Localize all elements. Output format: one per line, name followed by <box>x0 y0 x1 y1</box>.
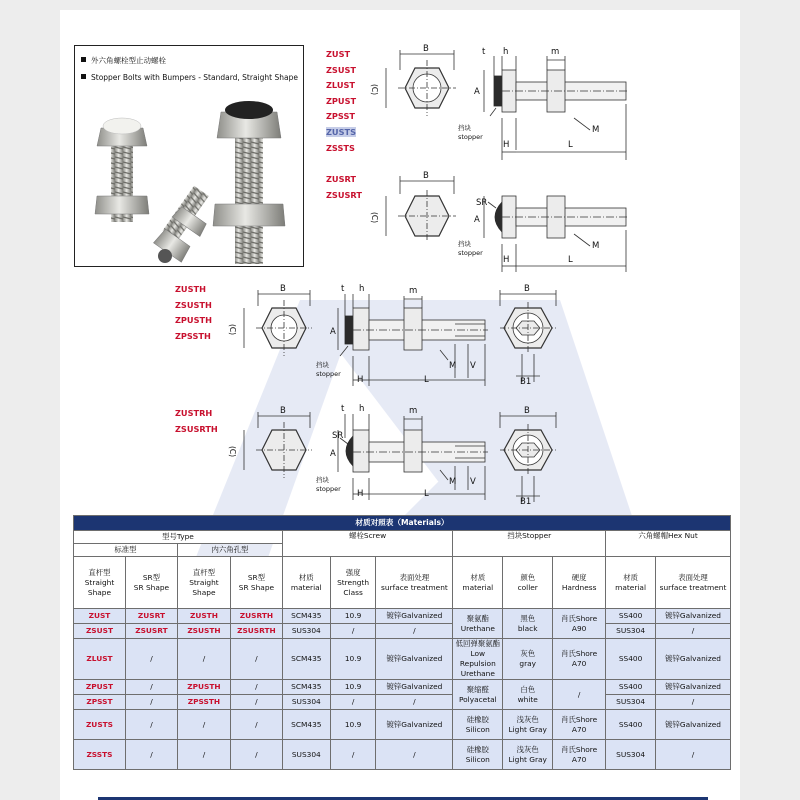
model-code-cell: ZSUSRTH <box>230 624 282 639</box>
model-code-cell: / <box>125 639 177 680</box>
dim-label: H <box>503 140 510 150</box>
model-code-cell: / <box>230 680 282 695</box>
model-code-cell: / <box>230 710 282 740</box>
dim-label: t <box>341 284 345 294</box>
model-code-cell: / <box>125 710 177 740</box>
dim-label: V <box>470 361 476 371</box>
table-cell: / <box>656 695 731 710</box>
column-header: 表面处理 surface treatment <box>656 557 731 609</box>
table-cell: 镀锌Galvanized <box>656 609 731 624</box>
drawing-4-side-view <box>338 414 488 500</box>
table-cell: 镀锌Galvanized <box>376 710 453 740</box>
dim-label: M <box>449 361 457 371</box>
table-cell: SCM435 <box>282 609 330 624</box>
table-title: 材质对照表（Materials） <box>74 516 731 531</box>
code-item: ZUSTH <box>175 284 206 294</box>
column-header: 颜色 coller <box>503 557 553 609</box>
dim-label: A <box>330 449 336 459</box>
model-code-cell: ZLUST <box>74 639 126 680</box>
code-item: ZPSST <box>326 111 355 122</box>
column-header: 直杆型 Straight Shape <box>74 557 126 609</box>
table-row <box>74 639 731 680</box>
table-cell: / <box>330 695 376 710</box>
table-cell: 白色 white <box>503 680 553 710</box>
table-cell: 聚缩醛 Polyacetal <box>453 680 503 710</box>
table-cell: 肖氏Shore A70 <box>553 639 606 680</box>
table-cell: SS400 <box>606 710 656 740</box>
table-cell: SCM435 <box>282 639 330 680</box>
table-cell: 镀锌Galvanized <box>376 609 453 624</box>
column-header: SR型 SR Shape <box>230 557 282 609</box>
table-cell: 肖氏Shore A90 <box>553 609 606 639</box>
table-cell: / <box>376 695 453 710</box>
code-item: ZPSSTH <box>175 330 211 341</box>
table-cell: 浅灰色 Light Gray <box>503 740 553 770</box>
table-cell: 镀锌Galvanized <box>656 639 731 680</box>
table-cell: / <box>330 740 376 770</box>
table-cell: 硅橡胶 Silicon <box>453 710 503 740</box>
dim-label: H <box>357 375 364 385</box>
dim-label: A <box>474 215 480 225</box>
dim-label: B1 <box>520 497 532 507</box>
model-code-cell: / <box>125 680 177 695</box>
materials-table <box>73 515 731 770</box>
drawing-3-end-view <box>244 290 312 356</box>
drawing-2-end-view <box>386 176 456 242</box>
table-cell: / <box>330 624 376 639</box>
table-row <box>74 695 731 710</box>
column-header: 强度 Strength Class <box>330 557 376 609</box>
group-type: 型号Type <box>74 531 283 544</box>
model-code-cell: ZSUSRT <box>125 624 177 639</box>
stopper-label-en: stopper <box>316 485 341 493</box>
column-header: 材质 material <box>606 557 656 609</box>
stopper-label-en: stopper <box>316 370 341 378</box>
model-code-cell: / <box>125 695 177 710</box>
column-header: 硬度 Hardness <box>553 557 606 609</box>
code-item: ZSSTS <box>326 142 355 153</box>
dim-label: m <box>409 286 418 296</box>
code-item: ZUSRT <box>326 174 357 184</box>
table-cell: 肖氏Shore A70 <box>553 740 606 770</box>
code-item-highlighted: ZUSTS <box>326 126 356 137</box>
model-code-cell: ZUST <box>74 609 126 624</box>
table-cell: SUS304 <box>606 624 656 639</box>
code-item: ZSUSRT <box>326 189 362 200</box>
table-row <box>74 740 731 770</box>
column-header: 材质 material <box>453 557 503 609</box>
dim-label: B <box>280 406 286 416</box>
table-cell: / <box>656 624 731 639</box>
table-row <box>74 710 731 740</box>
drawing-1-end-view <box>386 50 456 116</box>
table-row <box>74 624 731 639</box>
model-code-cell: / <box>177 740 230 770</box>
table-cell: 灰色 gray <box>503 639 553 680</box>
dim-label: H <box>503 255 510 265</box>
table-cell: / <box>656 740 731 770</box>
dim-label: h <box>359 284 365 294</box>
table-cell: SS400 <box>606 609 656 624</box>
table-cell: 10.9 <box>330 710 376 740</box>
table-cell: SCM435 <box>282 680 330 695</box>
code-item: ZLUST <box>326 80 355 91</box>
code-item: ZUST <box>326 49 351 59</box>
caption-cn: 外六角螺栓型止动螺栓 <box>91 56 166 65</box>
dim-label: M <box>449 477 457 487</box>
table-cell: / <box>553 680 606 710</box>
dim-label: B <box>524 284 530 294</box>
table-cell: 低回弹聚氨酯 Low Repulsion Urethane <box>453 639 503 680</box>
table-cell: 10.9 <box>330 639 376 680</box>
dim-label: H <box>357 489 364 499</box>
code-item: ZSUSRTH <box>175 423 218 434</box>
model-code-cell: ZUSTS <box>74 710 126 740</box>
materials-table-wrap <box>73 515 731 770</box>
model-code-cell: ZSSTS <box>74 740 126 770</box>
table-cell: 聚氨酯 Urethane <box>453 609 503 639</box>
table-cell: 镀锌Galvanized <box>376 680 453 695</box>
table-cell: SUS304 <box>282 740 330 770</box>
table-row <box>74 680 731 695</box>
model-code-cell: ZUSTH <box>177 609 230 624</box>
stopper-label-cn: 挡块 <box>316 361 329 369</box>
dim-label: M <box>592 241 600 251</box>
drawing-4-socket-view <box>500 412 556 502</box>
model-code-cell: ZPUSTH <box>177 680 230 695</box>
dim-label: SR <box>332 431 344 441</box>
dim-label: L <box>568 140 573 150</box>
model-code-cell: ZPSSTH <box>177 695 230 710</box>
model-code-cell: / <box>177 710 230 740</box>
table-cell: SUS304 <box>282 624 330 639</box>
model-code-cell: / <box>230 639 282 680</box>
model-code-cell: ZPUST <box>74 680 126 695</box>
dim-label: B <box>524 406 530 416</box>
stopper-label-en: stopper <box>458 249 483 257</box>
drawing-3-side-view <box>338 294 488 386</box>
dim-label: L <box>424 489 429 499</box>
dim-label: A <box>474 87 480 97</box>
drawing-4-end-view <box>244 412 312 478</box>
model-code-cell: / <box>230 695 282 710</box>
code-item: ZUSTRH <box>175 408 213 418</box>
technical-drawings <box>60 10 740 510</box>
model-code-cell: ZUSRT <box>125 609 177 624</box>
caption-en: Stopper Bolts with Bumpers - Standard, Straight Shape <box>91 73 298 82</box>
column-header: SR型 SR Shape <box>125 557 177 609</box>
dim-label: (C) <box>228 446 237 458</box>
table-cell: SUS304 <box>606 695 656 710</box>
table-cell: 镀锌Galvanized <box>656 710 731 740</box>
drawing-3-socket-view <box>500 290 556 382</box>
group-stopper: 挡块Stopper <box>453 531 606 557</box>
model-code-cell: / <box>177 639 230 680</box>
table-cell: 肖氏Shore A70 <box>553 710 606 740</box>
stopper-label-cn: 挡块 <box>458 240 471 248</box>
stopper-label-en: stopper <box>458 133 483 141</box>
dim-label: t <box>341 404 345 414</box>
table-cell: 镀锌Galvanized <box>376 639 453 680</box>
model-code-cell: ZSUST <box>74 624 126 639</box>
code-item: ZSUSTH <box>175 299 212 310</box>
dim-label: m <box>409 406 418 416</box>
group-screw: 螺栓Screw <box>282 531 452 557</box>
dim-label: h <box>503 47 509 57</box>
model-code-cell: ZSUSTH <box>177 624 230 639</box>
group-nut: 六角螺帽Hex Nut <box>606 531 731 557</box>
dim-label: B <box>423 44 429 54</box>
dim-label: (C) <box>370 212 379 224</box>
table-cell: 镀锌Galvanized <box>656 680 731 695</box>
dim-label: SR <box>476 198 488 208</box>
dim-label: (C) <box>228 324 237 336</box>
dim-label: M <box>592 125 600 135</box>
table-cell: 10.9 <box>330 680 376 695</box>
column-header: 材质 material <box>282 557 330 609</box>
table-cell: / <box>376 740 453 770</box>
sub-standard: 标准型 <box>74 544 178 557</box>
column-header: 表面处理 surface treatment <box>376 557 453 609</box>
table-cell: SUS304 <box>282 695 330 710</box>
dim-label: L <box>568 255 573 265</box>
table-cell: SS400 <box>606 680 656 695</box>
dim-label: t <box>482 47 486 57</box>
model-code-cell: ZPSST <box>74 695 126 710</box>
table-cell: 黑色 black <box>503 609 553 639</box>
stopper-label-cn: 挡块 <box>458 124 471 132</box>
table-cell: SCM435 <box>282 710 330 740</box>
dim-label: B <box>280 284 286 294</box>
table-cell: 硅橡胶 Silicon <box>453 740 503 770</box>
sub-hex: 内六角孔型 <box>177 544 282 557</box>
code-item: ZPUST <box>326 95 357 106</box>
dim-label: (C) <box>370 84 379 96</box>
dim-label: L <box>424 375 429 385</box>
table-cell: 10.9 <box>330 609 376 624</box>
dim-label: h <box>359 404 365 414</box>
catalog-page <box>60 10 740 800</box>
table-row <box>74 609 731 624</box>
table-cell: / <box>376 624 453 639</box>
code-item: ZPUSTH <box>175 315 212 326</box>
model-code-cell: ZUSRTH <box>230 609 282 624</box>
table-cell: SS400 <box>606 639 656 680</box>
model-code-cell: / <box>125 740 177 770</box>
dim-label: B <box>423 171 429 181</box>
table-cell: 浅灰色 Light Gray <box>503 710 553 740</box>
code-item: ZSUST <box>326 64 356 75</box>
stopper-label-cn: 挡块 <box>316 476 329 484</box>
dim-label: V <box>470 477 476 487</box>
dim-label: A <box>330 327 336 337</box>
dim-label: B1 <box>520 377 532 387</box>
model-code-cell: / <box>230 740 282 770</box>
table-cell: SUS304 <box>606 740 656 770</box>
dim-label: m <box>551 47 560 57</box>
column-header: 直杆型 Straight Shape <box>177 557 230 609</box>
